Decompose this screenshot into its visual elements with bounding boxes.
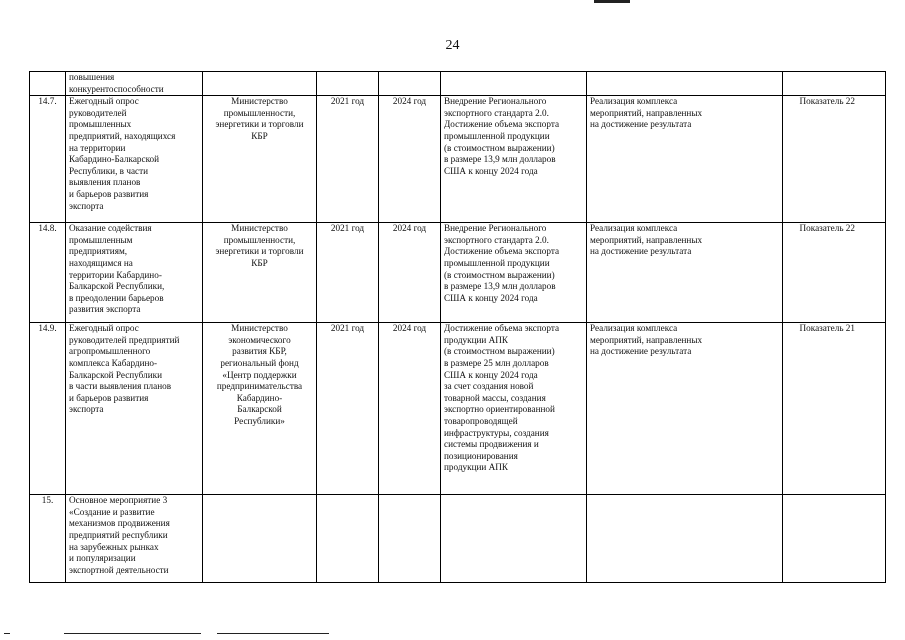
indicator-ref: Показатель 22 — [783, 96, 886, 223]
page-number: 24 — [445, 38, 460, 53]
end-date: 2024 год — [379, 323, 441, 495]
start-date: 2021 год — [317, 96, 379, 223]
row-number: 14.7. — [30, 96, 66, 223]
footer-rule-left — [64, 633, 201, 634]
activity-name: повышения конкурентоспособности — [66, 72, 203, 96]
table-row — [30, 223, 886, 323]
expected-result: Внедрение Регионального экспортного стандарта 2.0. Достижение объема экспорта промышленной продукции (в стоимостном выражении) в размере 13,9 млн долларов США к концу 2024 года — [441, 96, 587, 223]
indicator-connection: Реализация комплекса мероприятий, направленных на достижение результата — [587, 223, 783, 323]
table-row — [30, 495, 886, 583]
measures-table — [29, 71, 886, 583]
end-date — [379, 495, 441, 583]
expected-result — [441, 495, 587, 583]
expected-result — [441, 72, 587, 96]
activity-name: Оказание содействия промышленным предприятиям, находящимся на территории Кабардино- Балкарской Республики, в преодолении барьеров развития экспорта — [66, 223, 203, 323]
start-date — [317, 72, 379, 96]
table-row — [30, 96, 886, 223]
indicator-ref: Показатель 21 — [783, 323, 886, 495]
responsible-executor: Министерство промышленности, энергетики и торговли КБР — [203, 223, 317, 323]
responsible-executor: Министерство экономического развития КБР, региональный фонд «Центр поддержки предпринимательства Кабардино- Балкарской Республики» — [203, 323, 317, 495]
activity-name: Основное мероприятие 3 «Создание и развитие механизмов продвижения предприятий республики на зарубежных рынках и популяризации экспортной деятельности — [66, 495, 203, 583]
indicator-ref: Показатель 22 — [783, 223, 886, 323]
expected-result: Достижение объема экспорта продукции АПК (в стоимостном выражении) в размере 25 млн долларов США к концу 2024 года за счет создания новой товарной массы, создания экспортно ориентированной товаропроводящей инфраструктуры, создания системы продвижения и позиционирования продукции АПК — [441, 323, 587, 495]
indicator-ref — [783, 72, 886, 96]
indicator-connection: Реализация комплекса мероприятий, направленных на достижение результата — [587, 323, 783, 495]
footer-rule-right — [217, 633, 329, 634]
indicator-connection: Реализация комплекса мероприятий, направленных на достижение результата — [587, 96, 783, 223]
responsible-executor: Министерство промышленности, энергетики и торговли КБР — [203, 96, 317, 223]
responsible-executor — [203, 72, 317, 96]
activity-name: Ежегодный опрос руководителей предприятий агропромышленного комплекса Кабардино- Балкарской Республики в части выявления планов и барьеров развития экспорта — [66, 323, 203, 495]
start-date: 2021 год — [317, 223, 379, 323]
table-row — [30, 323, 886, 495]
indicator-ref — [783, 495, 886, 583]
row-number: 15. — [30, 495, 66, 583]
end-date: 2024 год — [379, 223, 441, 323]
row-number — [30, 72, 66, 96]
table-row — [30, 72, 886, 96]
row-number: 14.8. — [30, 223, 66, 323]
start-date: 2021 год — [317, 323, 379, 495]
expected-result: Внедрение Регионального экспортного стандарта 2.0. Достижение объема экспорта промышленной продукции (в стоимостном выражении) в размере 13,9 млн долларов США к концу 2024 года — [441, 223, 587, 323]
end-date: 2024 год — [379, 96, 441, 223]
end-date — [379, 72, 441, 96]
row-number: 14.9. — [30, 323, 66, 495]
activity-name: Ежегодный опрос руководителей промышленных предприятий, находящихся на территории Кабардино-Балкарской Республики, в части выявления планов и барьеров развития экспорта — [66, 96, 203, 223]
indicator-connection — [587, 495, 783, 583]
footer-mark — [4, 633, 10, 634]
indicator-connection — [587, 72, 783, 96]
top-edge-mark — [594, 0, 630, 3]
start-date — [317, 495, 379, 583]
responsible-executor — [203, 495, 317, 583]
